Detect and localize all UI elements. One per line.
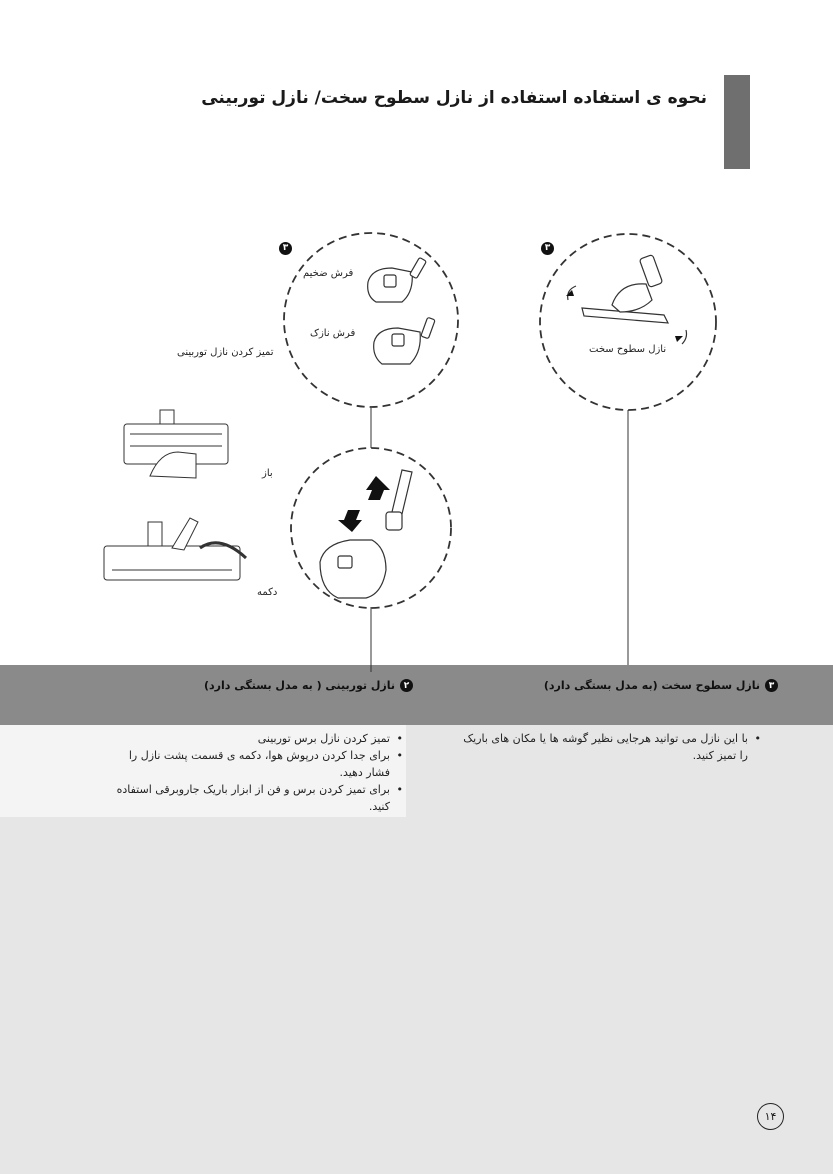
- hard-floor-section-number: ۳: [765, 679, 778, 692]
- list-item: • برای تمیز کردن برس و فن از ابزار باریک جاروبرقی استفاده کنید.: [113, 781, 403, 815]
- thick-carpet-label: فرش ضخیم: [303, 268, 354, 279]
- turbo-attach-drawing: [320, 470, 412, 598]
- open-label: باز: [262, 468, 273, 479]
- turbo-nozzle-thin-drawing: [374, 317, 436, 364]
- hard-floor-marker: ۳: [541, 235, 554, 255]
- page-number: ۱۴: [757, 1103, 784, 1130]
- page-title: نحوه ی استفاده استفاده از نازل سطوح سخت/ نازل توربینی: [201, 88, 707, 108]
- list-item: • با این نازل می توانید هرجایی نظیر گوشه ها یا مکان های باریک را تمیز کنید.: [461, 730, 761, 764]
- brush-removal-drawing: [104, 518, 246, 580]
- thin-carpet-label: فرش نازک: [310, 328, 356, 339]
- hard-floor-heading: ۳ نازل سطوح سخت (به مدل بستگی دارد): [544, 679, 778, 692]
- turbo-section-number: ۲: [400, 679, 413, 692]
- nozzle-underside-hand-drawing: [124, 410, 228, 478]
- list-item: • برای جدا کردن درپوش هوا، دکمه ی قسمت پشت نازل را فشار دهید.: [113, 747, 403, 781]
- hard-floor-bullets: [461, 730, 761, 764]
- clean-turbo-label: تمیز کردن نازل توربینی: [177, 347, 274, 358]
- turbo-marker: ۳: [279, 235, 292, 255]
- hard-floor-label: نازل سطوح سخت: [589, 344, 667, 355]
- hard-floor-nozzle-circle: [540, 234, 716, 410]
- turbo-nozzle-thick-drawing: [368, 257, 427, 302]
- direction-arrows: [338, 290, 683, 532]
- list-item: • تمیز کردن نازل برس توربینی: [113, 730, 403, 747]
- turbo-bullets: [113, 730, 403, 815]
- hard-floor-nozzle-drawing: [568, 255, 687, 344]
- button-label: دکمه: [257, 587, 278, 598]
- turbo-heading: ۲ نازل توربینی ( به مدل بستگی دارد): [204, 679, 413, 692]
